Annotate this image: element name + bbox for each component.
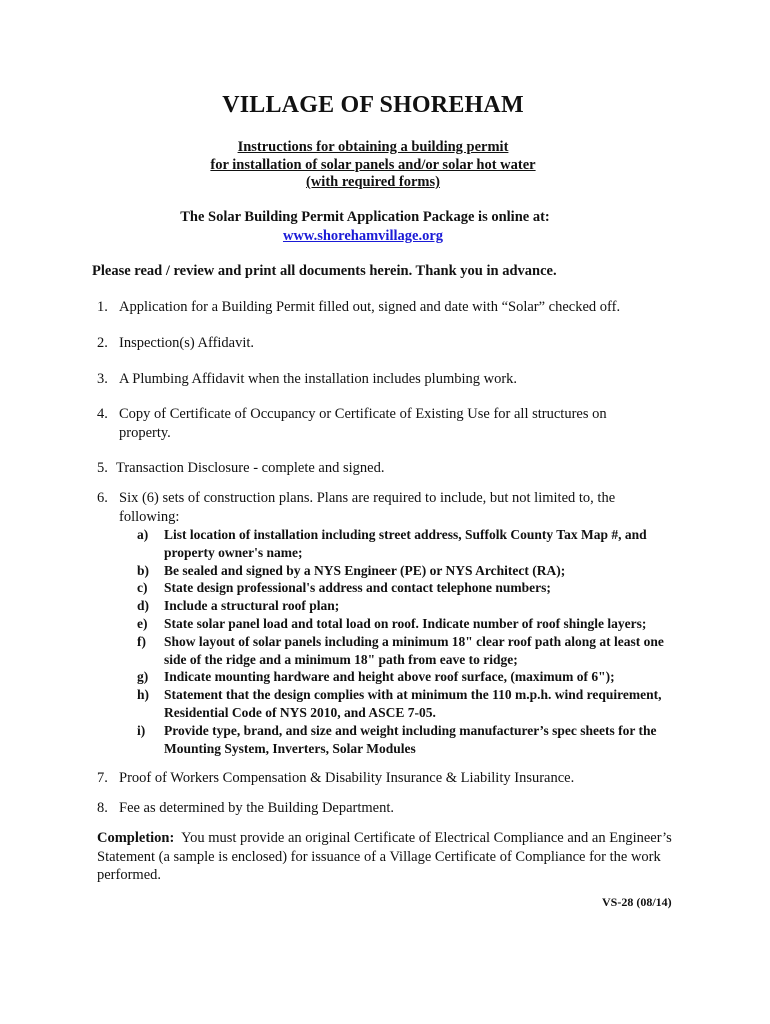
list-item [97,489,657,527]
item-number: 2. [97,335,108,351]
sub-item [137,686,677,722]
website-link[interactable]: www.shorehamvillage.org [282,228,444,244]
item-text: Fee as determined by the Building Department. [119,800,395,816]
sub-text: Statement that the design complies with at minimum the 110 m.p.h. wind requirement, Residential Code of NYS 2010, and ASCE 7-05. [164,687,662,720]
sub-item [137,722,677,758]
item-text: Proof of Workers Compensation & Disability Insurance & Liability Insurance. [119,770,575,786]
subtitle [0,139,746,192]
completion-paragraph [97,829,697,885]
item-text: Copy of Certificate of Occupancy or Certificate of Existing Use for all structures on property. [119,406,607,441]
item-text: Inspection(s) Affidavit. [119,335,255,351]
document-title: VILLAGE OF SHOREHAM [222,92,524,118]
list-item [97,405,657,443]
item-number: 6. [97,490,108,506]
completion-text: You must provide an original Certificate of Electrical Compliance and an Engineer’s Statement (a sample is enclosed) for issuance of a Village Certificate of Compliance for the work performed. [97,830,672,883]
sub-text: State design professional's address and contact telephone numbers; [164,580,551,596]
item-text: Transaction Disclosure - complete and signed. [116,460,385,476]
sub-text: State solar panel load and total load on roof. Indicate number of roof shingle layers; [164,615,647,631]
list-item [97,799,657,818]
sub-item [137,597,677,615]
subtitle-line: Instructions for obtaining a building permit [237,139,509,155]
sub-text: Show layout of solar panels including a minimum 18" clear roof path along at least one side of the ridge and a minimum 18" path from eave to ridge; [164,633,664,667]
sub-letter: f) [137,633,146,649]
sub-letter: d) [137,598,150,614]
sub-item [137,633,677,669]
read-notice: Please read / review and print all documents herein. Thank you in advance. [92,263,557,279]
sub-letter: b) [137,562,150,578]
sub-text: Provide type, brand, and size and weight including manufacturer’s spec sheets for the Mounting System, Inverters, Solar Modules [164,722,657,756]
item-text: A Plumbing Affidavit when the installation includes plumbing work. [119,371,518,387]
sub-item [137,526,677,562]
sub-text: Be sealed and signed by a NYS Engineer (PE) or NYS Architect (RA); [164,562,566,578]
sub-item [137,615,677,633]
completion-label: Completion: [97,830,175,846]
item-number: 4. [97,406,108,422]
subtitle-line: for installation of solar panels and/or solar hot water [210,156,536,173]
item-number: 1. [97,299,108,315]
list-item [97,298,657,317]
sub-letter: e) [137,615,148,631]
sub-item [137,579,677,597]
form-code: VS-28 (08/14) [602,895,672,909]
list-item [97,459,657,478]
sub-letter: g) [137,669,149,685]
sub-letter: h) [137,687,150,703]
item-number: 7. [97,770,108,786]
sub-text: List location of installation including street address, Suffolk County Tax Map #, and property owner's name; [164,527,647,560]
online-notice: The Solar Building Permit Application Package is online at: [180,209,550,225]
sub-item [137,668,677,686]
item-text: Six (6) sets of construction plans. Plans are required to include, but not limited to, the following: [119,490,616,525]
item-number: 3. [97,371,108,387]
sub-letter: i) [137,722,146,738]
list-item [97,370,657,389]
subtitle-line: (with required forms) [306,174,440,190]
item-number: 5. [97,460,108,476]
sub-item [137,562,677,580]
sub-text: Indicate mounting hardware and height above roof surface, (maximum of 6"); [164,669,615,685]
item-number: 8. [97,800,108,816]
item-text: Application for a Building Permit filled out, signed and date with “Solar” checked off. [119,299,621,315]
sub-text: Include a structural roof plan; [164,598,340,614]
list-item [97,769,657,788]
sub-list [137,526,677,757]
sub-letter: c) [137,580,148,596]
sub-letter: a) [137,527,149,542]
list-item [97,334,657,353]
